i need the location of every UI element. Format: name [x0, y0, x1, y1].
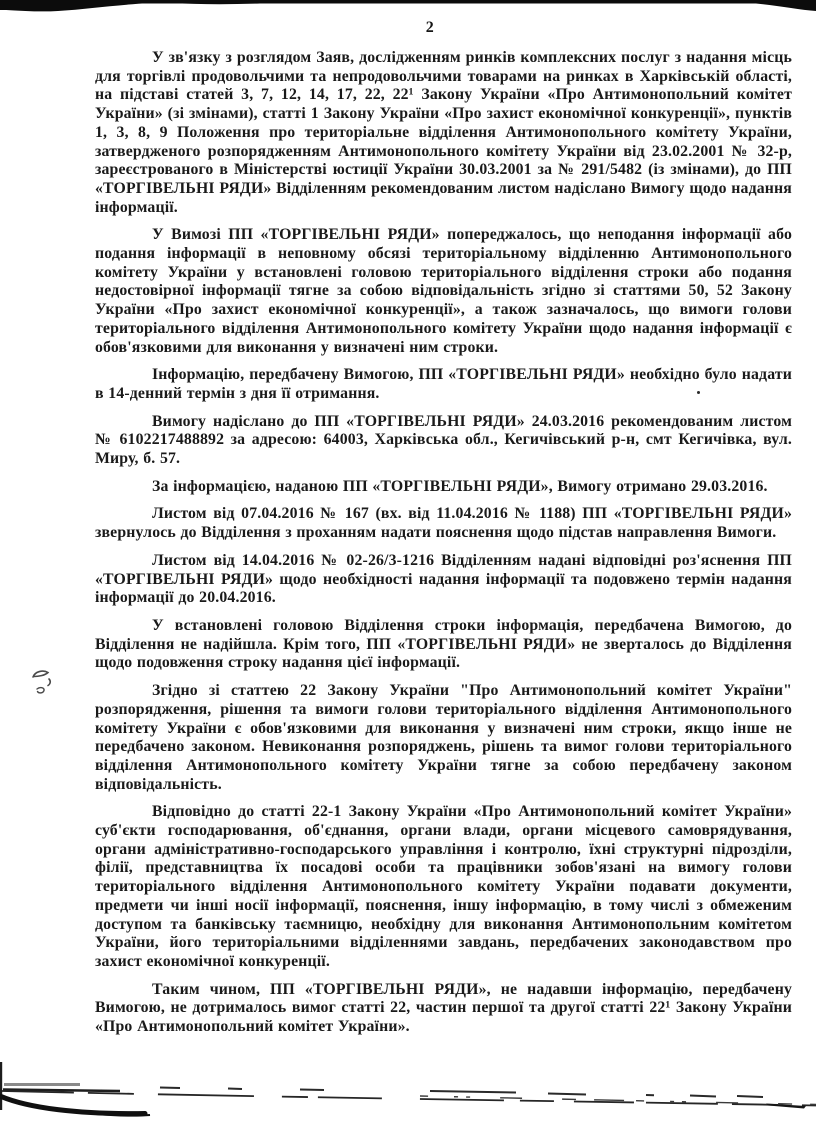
paragraph: У встановлені головою Відділення строки інформація, передбачена Вимогою, до Відділення не надійшла. Крім того, ПП «ТОРГІВЕЛЬНІ РЯДИ» не зверталось до Відділення щодо подовження строку надання цієї інформації. — [95, 616, 792, 672]
scan-dot-artifact — [697, 391, 700, 394]
scan-artifact-bottom-edge — [0, 1060, 816, 1122]
paragraph: У Вимозі ПП «ТОРГІВЕЛЬНІ РЯДИ» попереджалось, що неподання інформації або подання інформації в неповному обсязі територіальному відділенню Антимонопольного комітету України у встановлені головою територіального відділення строки або подання недостовірної інформації тягне за собою відповідальність згідно зі статтями 50, 52 Закону України «Про захист економічної конкуренції», а також зазначалось, що вимоги голови територіального відділення Антимонопольного комітету України щодо надання інформації є обов'язковими для виконання у визначені ним строки. — [95, 226, 792, 356]
paragraph: Листом від 07.04.2016 № 167 (вх. від 11.04.2016 № 1188) ПП «ТОРГІВЕЛЬНІ РЯДИ» звернулось до Відділення з проханням надати пояснення щодо підстав направлення Вимоги. — [95, 505, 792, 542]
paragraph: Таким чином, ПП «ТОРГІВЕЛЬНІ РЯДИ», не надавши інформацію, передбачену Вимогою, не дотрималось вимог статті 22, частин першої та другої статті 22¹ Закону України «Про Антимонопольний комітет України». — [95, 980, 792, 1036]
paragraph: У зв'язку з розглядом Заяв, дослідженням ринків комплексних послуг з надання місць для торгівлі продовольчими та непродовольчими товарами на ринках в Харківській області, на підставі статей 3, 7, 12, 14, 17, 22, 22¹ Закону України «Про Антимонопольний комітет України» (зі змінами), статті 1 Закону України «Про захист економічної конкуренції», пунктів 1, 3, 8, 9 Положення про територіальне відділення Антимонопольного комітету України, затвердженого розпорядженням Антимонопольного комітету України від 23.02.2001 № 32-р, зареєстрованого в Міністерстві юстиції України 30.03.2001 за № 291/5482 (із змінами), до ПП «ТОРГІВЕЛЬНІ РЯДИ» Відділенням рекомендованим листом надіслано Вимогу щодо надання інформації. — [95, 49, 792, 216]
paragraph: Вимогу надіслано до ПП «ТОРГІВЕЛЬНІ РЯДИ» 24.03.2016 рекомендованим листом № 6102217488892 за адресою: 64003, Харківська обл., Кегичівський р-н, смт Кегичівка, вул. Миру, б. 57. — [95, 412, 792, 468]
paragraph: Згідно зі статтею 22 Закону України "Про Антимонопольний комітет України" розпорядження, рішення та вимоги голови територіального відділення Антимонопольного комітету України є обов'язковими для виконання у визначені ним строки, якщо інше не передбачено законом. Невиконання розпоряджень, рішень та вимог голови територіального відділення Антимонопольного комітету України тягне за собою передбачену законом відповідальність. — [95, 682, 792, 793]
page-number: 2 — [425, 19, 435, 36]
document-body — [95, 49, 792, 1046]
scan-artifact-top-edge — [0, 0, 816, 20]
margin-pen-mark — [24, 662, 68, 706]
paragraph: Відповідно до статті 22-1 Закону України «Про Антимонопольний комітет України» суб'єкти господарювання, об'єднання, органи влади, органи місцевого самоврядування, органи адміністративно-господарського управління і контролю, їхні структурні підрозділи, філії, представництва їх посадові особи та працівники зобов'язані на вимогу голови територіального відділення Антимонопольного комітету України подавати документи, предмети чи інші носії інформації, пояснення, іншу інформацію, в тому числі з обмеженим доступом та банківську таємницю, необхідну для виконання Антимонопольним комітетом України, його територіальними відділеннями завдань, передбачених законодавством про захист економічної конкуренції. — [95, 803, 792, 970]
paragraph: Листом від 14.04.2016 № 02-26/3-1216 Відділенням надані відповідні роз'яснення ПП «ТОРГІВЕЛЬНІ РЯДИ» щодо необхідності надання інформації та подовжено термін надання інформації до 20.04.2016. — [95, 551, 792, 607]
paragraph: Інформацію, передбачену Вимогою, ПП «ТОРГІВЕЛЬНІ РЯДИ» необхідно було надати в 14-денний термін з дня її отримання. — [95, 366, 792, 402]
paragraph: За інформацією, наданою ПП «ТОРГІВЕЛЬНІ РЯДИ», Вимогу отримано 29.03.2016. — [152, 477, 768, 495]
